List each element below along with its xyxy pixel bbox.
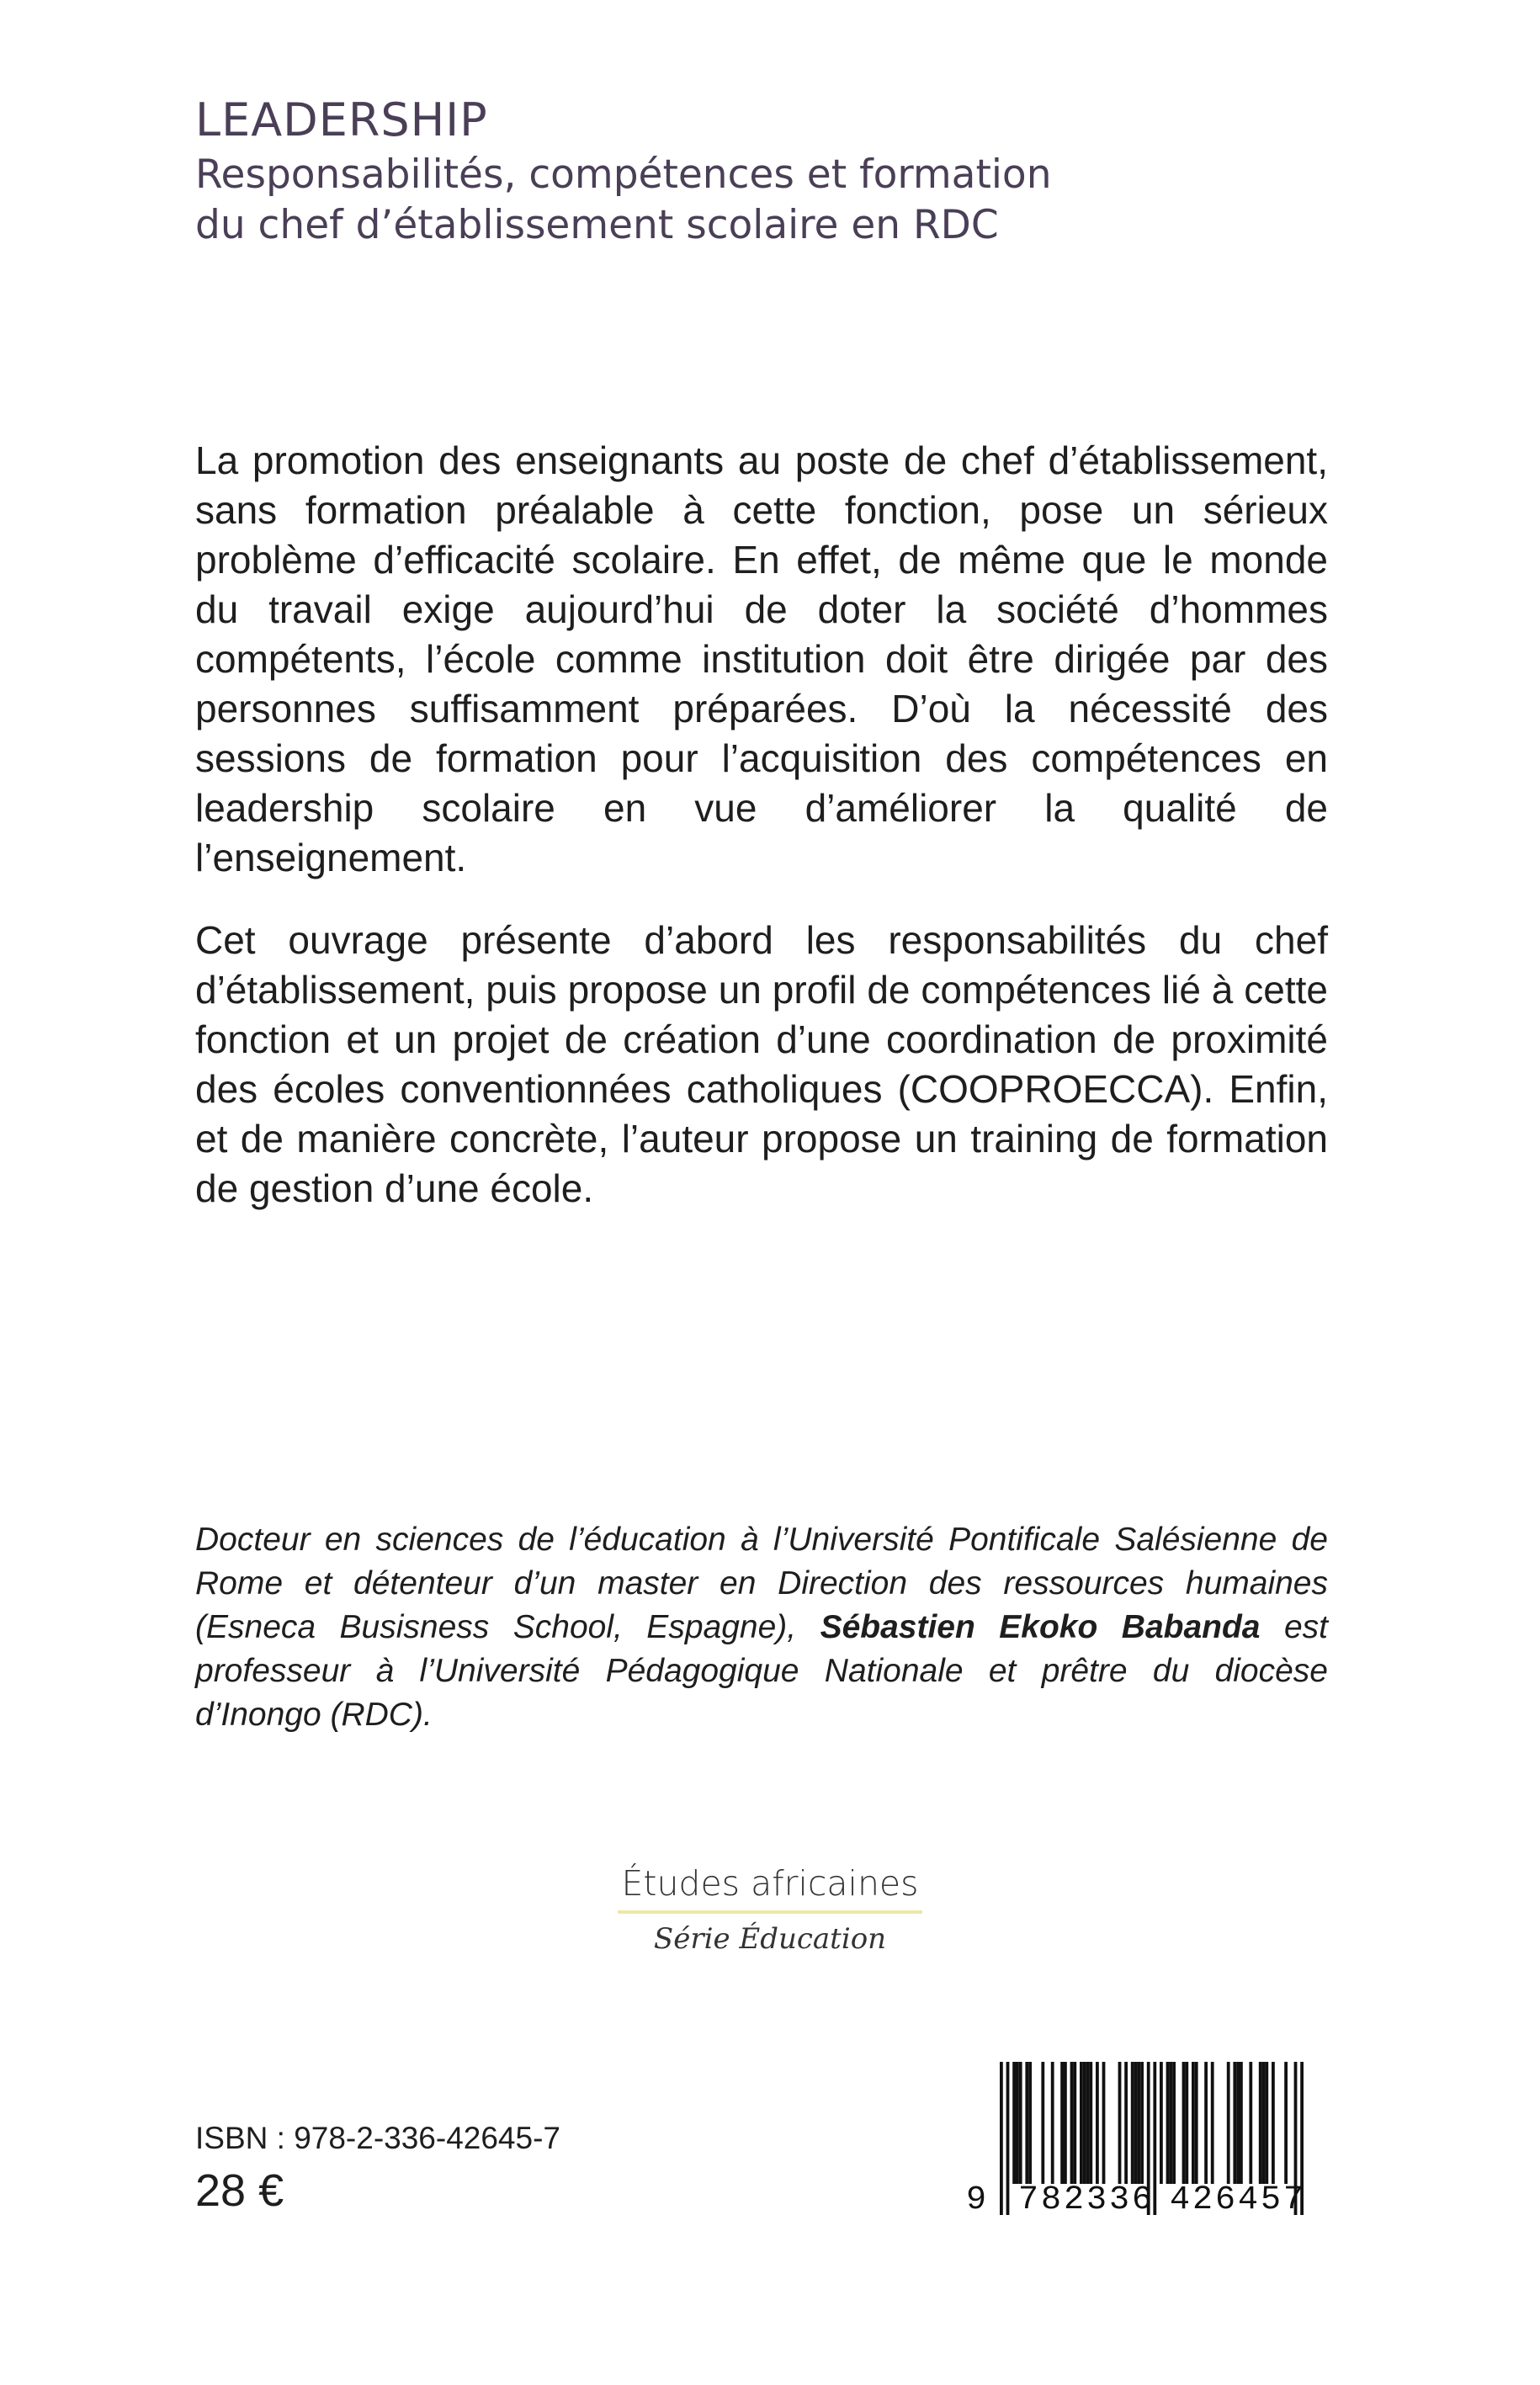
barcode-bar [1172, 2062, 1176, 2184]
barcode-bar [1185, 2062, 1188, 2184]
book-subtitle-line-1: Responsabilités, compétences et formation [195, 151, 1052, 198]
price-label: 28 € [195, 2165, 284, 2216]
author-bio [195, 1518, 1328, 1737]
barcode-bar [1265, 2062, 1268, 2184]
title-block [195, 91, 1051, 251]
barcode-bar [1041, 2062, 1044, 2184]
barcode-bar [1137, 2062, 1140, 2184]
series-subseries: Série Éducation [653, 1922, 887, 1956]
barcode-bar [1086, 2062, 1090, 2184]
barcode-bar [1073, 2062, 1076, 2184]
barcode-bar [1249, 2062, 1252, 2184]
barcode-bar [1019, 2062, 1022, 2184]
barcode-bar [1192, 2062, 1195, 2184]
barcode-bar [1140, 2062, 1144, 2184]
barcode-bar [1240, 2062, 1243, 2184]
barcode-bar [1134, 2062, 1138, 2184]
barcode-bar [1124, 2062, 1128, 2184]
isbn-label: ISBN : 978-2-336-42645-7 [195, 2121, 560, 2155]
barcode-right-digits: 426457 [1170, 2181, 1307, 2219]
barcode-guard-bar [1000, 2062, 1003, 2215]
barcode-bar [1160, 2062, 1163, 2184]
author-name: Sébastien Ekoko Babanda [820, 1609, 1261, 1645]
barcode [966, 2062, 1328, 2218]
barcode-bar [1259, 2062, 1262, 2184]
barcode-bar [1025, 2062, 1028, 2184]
barcode-bar [1080, 2062, 1083, 2184]
book-subtitle-line-2: du chef d’établissement scolaire en RDC [195, 202, 999, 248]
barcode-first-digit: 9 [966, 2181, 987, 2219]
barcode-bar [1096, 2062, 1099, 2184]
barcode-bar [1233, 2062, 1236, 2184]
summary-paragraph-2: Cet ouvrage présente d’abord les responsabilités du chef d’établissement, puis propose un profil de compétences lié à cette fonction et un projet de création d’une coordination de proximité des écoles conventionnées catholiques (COOPROECCA). Enfin, et de manière concrète, l’auteur propose un training de formation de gestion d’une école. [195, 918, 1328, 1210]
barcode-bar [1060, 2062, 1064, 2184]
barcode-bar [1051, 2062, 1054, 2184]
series-block [0, 1860, 1540, 1956]
barcode-bar [1012, 2062, 1016, 2184]
barcode-bar [1211, 2062, 1214, 2184]
barcode-bar [1169, 2062, 1172, 2184]
barcode-bar [1204, 2062, 1208, 2184]
barcode-bar [1070, 2062, 1074, 2184]
barcode-bar [1016, 2062, 1019, 2184]
author-bio-intro: Docteur en sciences de l’éducation à l’Université Pontificale Salésienne de Rome et détenteur d’un master en Direction des ressources humaines (Esneca Busisness School, Espagne), [195, 1522, 1328, 1645]
author-bio-outro: est professeur à l’Université Pédagogique Nationale et prêtre du diocèse d’Inongo (RDC). [195, 1609, 1328, 1733]
book-title: LEADERSHIP [195, 93, 488, 146]
barcode-guard-bar [1006, 2062, 1010, 2215]
summary-paragraph-1: La promotion des enseignants au poste de chef d’établissement, sans formation préalable à cette fonction, pose un sérieux problème d’efficacité scolaire. En effet, de même que le monde du travail exige aujourd’hui de doter la société d’hommes compétents, l’école comme institution doit être dirigée par des personnes suffisamment préparées. D’où la nécessité des sessions de formation pour l’acquisition des compétences en leadership scolaire en vue d’améliorer la qualité de l’enseignement. [195, 438, 1328, 879]
barcode-bar [1166, 2062, 1170, 2184]
barcode-bar [1262, 2062, 1266, 2184]
barcode-bar [1236, 2062, 1240, 2184]
series-name: Études africaines [618, 1860, 921, 1914]
barcode-bar [1195, 2062, 1198, 2184]
barcode-left-digits: 782336 [1018, 2181, 1155, 2219]
barcode-bar [1102, 2062, 1106, 2184]
barcode-bar [1182, 2062, 1186, 2184]
barcode-bar [1272, 2062, 1275, 2184]
barcode-bar [1089, 2062, 1092, 2184]
barcode-bar [1227, 2062, 1230, 2184]
barcode-bar [1284, 2062, 1288, 2184]
barcode-bar [1028, 2062, 1032, 2184]
barcode-bar [1118, 2062, 1122, 2184]
barcode-bar [1083, 2062, 1086, 2184]
barcode-bar [1131, 2062, 1134, 2184]
barcode-bar [1064, 2062, 1067, 2184]
